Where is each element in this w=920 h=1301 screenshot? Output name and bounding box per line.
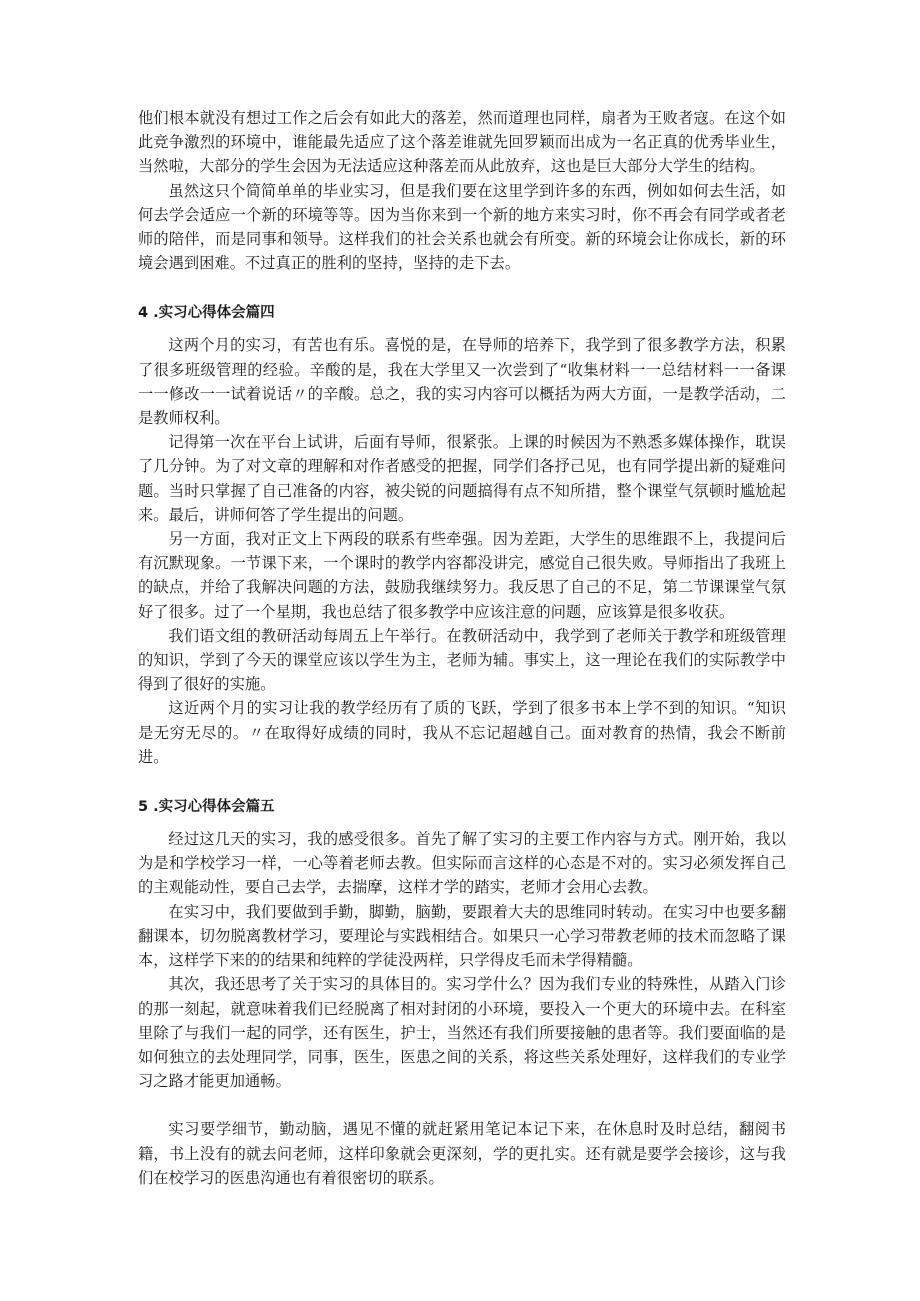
section-4-heading: 4 .实习心得体会篇四 [138,305,275,322]
document-page [138,106,786,1190]
spacer [138,769,786,795]
section-4-paragraph-4: 我们语文组的教研活动每周五上午举行。在教研活动中，我学到了老师关于教学和班级管理的知识，学到了今天的课堂应该以学生为主，老师为辅。事实上，这一理论在我们的实际教学中得到了很好的实施。 [138,626,786,694]
section-4-paragraph-2: 记得第一次在平台上试讲，后面有导师，很紧张。上课的时候因为不熟悉多媒体操作，耽误了几分钟。为了对文章的理解和对作者感受的把握，同学们各抒己见，也有同学提出新的疑难问题。当时只掌握了自己准备的内容，被尖锐的问题搞得有点不知所措，整个课堂气氛顿时尴尬起来。最后，讲师何答了学生提出的问题。 [138,433,786,524]
section-5-paragraph-3: 其次，我还思考了关于实习的具体目的。实习学什么？因为我们专业的特殊性，从踏入门诊的那一刻起，就意味着我们已经脱离了相对封闭的小环境，要投入一个更大的环境中去。在科室里除了与我们一起的同学，还有医生，护士，当然还有我们所要接触的患者等。我们要面临的是如何独立的去处理同学，同事，医生，医患之间的关系，将这些关系处理好，这样我们的专业学习之路才能更加通畅。 [138,975,786,1091]
section-5-paragraph-1: 经过这几天的实习，我的感受很多。首先了解了实习的主要工作内容与方式。刚开始，我以为是和学校学习一样，一心等着老师去教。但实际而言这样的心态是不对的。实习必须发挥自己的主观能动性，要自己去学，去揣摩，这样才学的踏实，老师才会用心去教。 [138,830,786,897]
intro-paragraph-1: 他们根本就没有想过工作之后会有如此大的落差，然而道理也同样，扇者为王败者寇。在这个如此竞争激烈的环境中，谁能最先适应了这个落差谁就先回罗颖而出成为一名正真的优秀毕业生，当然啦，大部分的学生会因为无法适应这种落差而从此放弃，这也是巨大部分大学生的结构。 [138,109,786,176]
spacer [138,325,786,333]
section-5-paragraph-2: 在实习中，我们要做到手勤，脚勤，脑勤，要跟着大夫的思维同时转动。在实习中也要多翻翻课本，切勿脱离教材学习，要理论与实践相结合。如果只一心学习带教老师的技术而忽略了课本，这样学下来的的结果和纯粹的学徒没两样，只学得皮毛而未学得精髓。 [138,902,786,970]
spacer [138,819,786,827]
spacer [138,275,786,301]
section-4-paragraph-1: 这两个月的实习，有苦也有乐。喜悦的是，在导师的培养下，我学到了很多教学方法，积累了很多班级管理的经验。辛酸的是，我在大学里又一次尝到了“收集材料一一总结材料一一备课一一修改一一试着说话〃的辛酸。总之，我的实习内容可以概括为两大方面，一是教学活动，二是教师权利。 [138,336,786,428]
intro-paragraph-2: 虽然这只个简简单单的毕业实习，但是我们要在这里学到许多的东西，例如如何去生活，如何去学会适应一个新的环境等等。因为当你来到一个新的地方来实习时，你不再会有同学或者老师的陪伴，而是同事和领导。这样我们的社会关系也就会有所变。新的环境会让你成长，新的环境会遇到困难。不过真正的胜利的坚持，坚持的走下去。 [138,181,786,273]
section-4-paragraph-5: 这近两个月的实习让我的教学经历有了质的飞跃，学到了很多书本上学不到的知识。“知识是无穷无尽的。〃在取得好成绩的同时，我从不忘记超越自己。面对教育的热情，我会不断前进。 [138,699,786,766]
section-5-paragraph-4: 实习要学细节，勤动脑，遇见不懂的就赶紧用笔记本记下来，在休息时及时总结，翻阅书籍，书上没有的就去问老师，这样印象就会更深刻，学的更扎实。还有就是要学会接诊，这与我们在校学习的医患沟通也有着很密切的联系。 [138,1120,786,1187]
section-4-paragraph-3: 另一方面，我对正文上下两段的联系有些牵强。因为差距，大学生的思维跟不上，我提问后有沉默现象。一节课下来，一个课时的教学内容都没讲完，感觉自己很失败。导师指出了我班上的缺点，并给了我解决问题的方法，鼓励我继续努力。我反思了自己的不足，第二节课课堂气氛好了很多。过了一个星期，我也总结了很多教学中应该注意的问题，应该算是很多收获。 [138,530,786,621]
spacer [138,1093,786,1117]
section-5-heading: 5 .实习心得体会篇五 [138,799,275,816]
